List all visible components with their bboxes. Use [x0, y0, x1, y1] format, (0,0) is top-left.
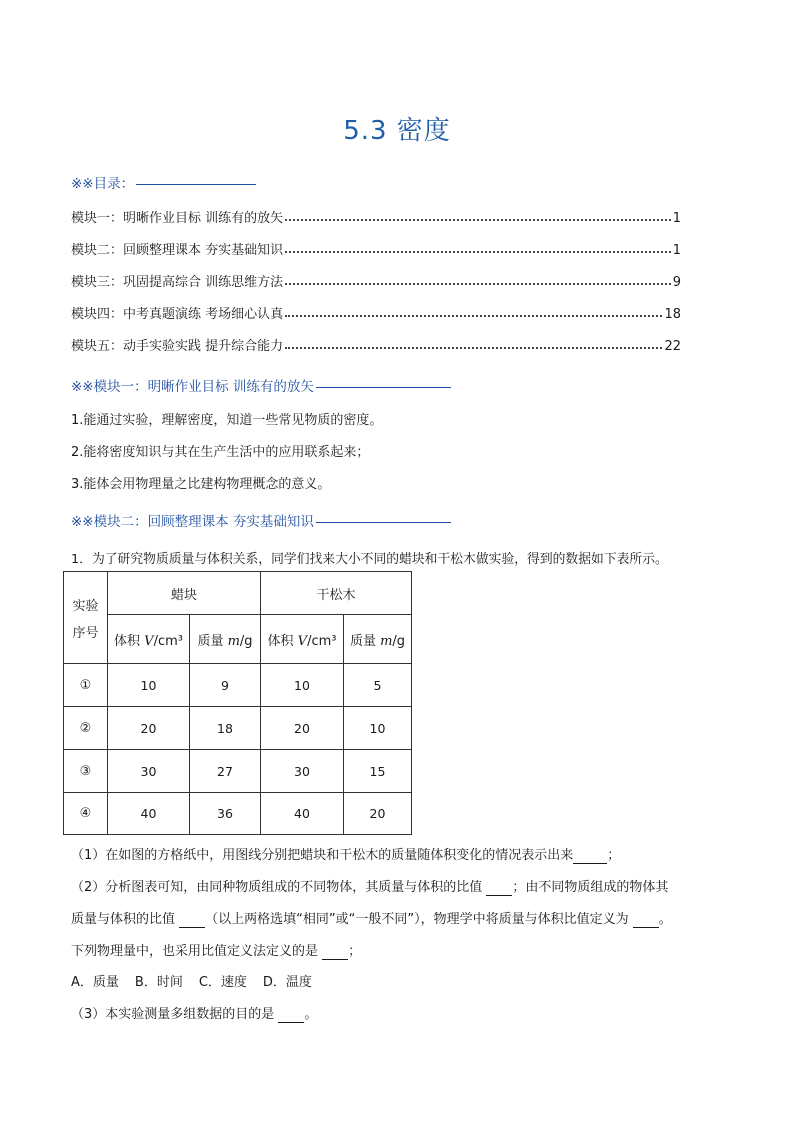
toc-item[interactable] [71, 206, 681, 226]
toc-item-label: 模块一：明晰作业目标 训练有的放矢 [71, 211, 284, 226]
header-var: m [227, 633, 240, 649]
header-prefix: 质量 [349, 633, 381, 649]
toc-item[interactable] [71, 270, 681, 290]
module1-heading [71, 375, 451, 395]
header-var: V [297, 633, 308, 649]
table-header-row [64, 572, 412, 615]
toc-heading-text: ※※目录： [71, 176, 135, 192]
goal-item: 1.能通过实验，理解密度，知道一些常见物质的密度。 [71, 413, 383, 428]
sub-question-text: ；由不同物质组成的物体其 [512, 880, 669, 895]
toc-item-page: 1 [672, 243, 681, 258]
answer-blank[interactable] [278, 1007, 304, 1023]
table-row [64, 750, 412, 793]
wood-volume-cell: 30 [261, 750, 344, 793]
answer-blank[interactable] [573, 848, 607, 864]
sub-question-text: ； [348, 944, 362, 959]
wood-mass-cell: 5 [344, 664, 412, 707]
heading-rule [316, 387, 451, 388]
toc-heading [71, 172, 256, 192]
sub-question-text: 下列物理量中，也采用比值定义法定义的是 [71, 944, 323, 959]
wax-volume-cell: 20 [108, 707, 190, 750]
toc-item[interactable] [71, 238, 681, 258]
sub-question-text: （3）本实验测量多组数据的目的是 [71, 1007, 279, 1022]
toc-item-page: 1 [672, 211, 681, 226]
sub-question-text: （2）分析图表可知，由同种物质组成的不同物体，其质量与体积的比值 [71, 880, 487, 895]
toc-item-label: 模块五：动手实验实践 提升综合能力 [71, 339, 284, 354]
toc-leader-dots [285, 347, 662, 349]
row-seq: ② [64, 707, 108, 750]
sub-question-2-line2 [71, 908, 672, 928]
header-var: m [380, 633, 393, 649]
goal-item: 2.能将密度知识与其在生产生活中的应用联系起来； [71, 445, 370, 460]
toc-item-page: 18 [664, 307, 681, 322]
header-unit: /cm³ [153, 633, 183, 649]
wood-volume-cell: 20 [261, 707, 344, 750]
sub-question-text: 质量与体积的比值 [71, 912, 180, 927]
answer-blank[interactable] [633, 912, 659, 928]
toc-item-label: 模块二：回顾整理课本 夯实基础知识 [71, 243, 284, 258]
header-prefix: 体积 [267, 633, 298, 649]
data-table [63, 571, 412, 835]
toc-leader-dots [285, 315, 662, 317]
wood-mass-header [344, 615, 412, 664]
toc-item-page: 22 [664, 339, 681, 354]
wood-mass-cell: 15 [344, 750, 412, 793]
group-wood-header: 干松木 [261, 572, 412, 615]
sub-question-2-line3 [71, 940, 361, 960]
sub-question-3 [71, 1003, 317, 1023]
header-unit: /g [392, 633, 406, 649]
wood-mass-cell: 10 [344, 707, 412, 750]
answer-blank[interactable] [322, 944, 348, 960]
option-a[interactable]: A．质量 [71, 975, 119, 990]
toc-item-page: 9 [672, 275, 681, 290]
seq-header-line1: 实验 [72, 598, 99, 614]
wood-volume-header [261, 615, 344, 664]
heading-rule [316, 522, 451, 523]
wood-volume-cell: 10 [261, 664, 344, 707]
toc-item-label: 模块四：中考真题演练 考场细心认真 [71, 307, 284, 322]
row-seq: ① [64, 664, 108, 707]
wood-volume-cell: 40 [261, 793, 344, 835]
page-title: 5.3 密度 [343, 116, 451, 146]
toc-leader-dots [285, 251, 671, 253]
table-row [64, 707, 412, 750]
toc-item-label: 模块三：巩固提高综合 训练思维方法 [71, 275, 284, 290]
module2-heading [71, 510, 451, 530]
sub-question-text: 。 [658, 912, 672, 927]
wax-mass-header [190, 615, 261, 664]
wax-mass-cell: 9 [190, 664, 261, 707]
answer-blank[interactable] [486, 880, 512, 896]
module1-heading-text: ※※模块一：明晰作业目标 训练有的放矢 [71, 379, 314, 395]
header-prefix: 质量 [197, 633, 228, 649]
sub-question-text: （1）在如图的方格纸中，用图线分别把蜡块和干松木的质量随体积变化的情况表示出来 [71, 848, 574, 863]
goal-item: 3.能体会用物理量之比建构物理概念的意义。 [71, 477, 331, 492]
row-seq: ④ [64, 793, 108, 835]
wood-mass-cell: 20 [344, 793, 412, 835]
toc-item[interactable] [71, 334, 681, 354]
seq-header [64, 572, 108, 664]
module2-heading-text: ※※模块二：回顾整理课本 夯实基础知识 [71, 514, 314, 530]
table-subheader-row [64, 615, 412, 664]
option-d[interactable]: D．温度 [262, 975, 312, 990]
header-unit: /g [239, 633, 253, 649]
options-line [71, 971, 312, 990]
sub-question-2-line1 [71, 876, 668, 896]
header-var: V [144, 633, 154, 649]
toc-item[interactable] [71, 302, 681, 322]
wax-volume-cell: 30 [108, 750, 190, 793]
wax-volume-cell: 40 [108, 793, 190, 835]
table-row [64, 793, 412, 835]
wax-volume-header [108, 615, 190, 664]
sub-question-text: ； [607, 848, 621, 863]
wax-mass-cell: 18 [190, 707, 261, 750]
toc-leader-dots [285, 219, 671, 221]
wax-mass-cell: 36 [190, 793, 261, 835]
option-b[interactable]: B．时间 [134, 975, 183, 990]
sub-question-1 [71, 844, 620, 864]
answer-blank[interactable] [179, 912, 205, 928]
sub-question-text: 。 [304, 1007, 318, 1022]
wax-mass-cell: 27 [190, 750, 261, 793]
group-wax-header: 蜡块 [108, 572, 261, 615]
heading-rule [136, 184, 256, 185]
sub-question-text: （以上两格选填“相同”或“一般不同”），物理学中将质量与体积比值定义为 [205, 912, 633, 927]
option-c[interactable]: C．速度 [198, 975, 247, 990]
seq-header-line2: 序号 [72, 625, 99, 641]
table-row [64, 664, 412, 707]
wax-volume-cell: 10 [108, 664, 190, 707]
header-prefix: 体积 [114, 633, 145, 649]
question-stem: 1．为了研究物质质量与体积关系，同学们找来大小不同的蜡块和干松木做实验，得到的数据如下表所示。 [71, 552, 668, 567]
row-seq: ③ [64, 750, 108, 793]
toc-leader-dots [285, 283, 671, 285]
header-unit: /cm³ [307, 633, 337, 649]
